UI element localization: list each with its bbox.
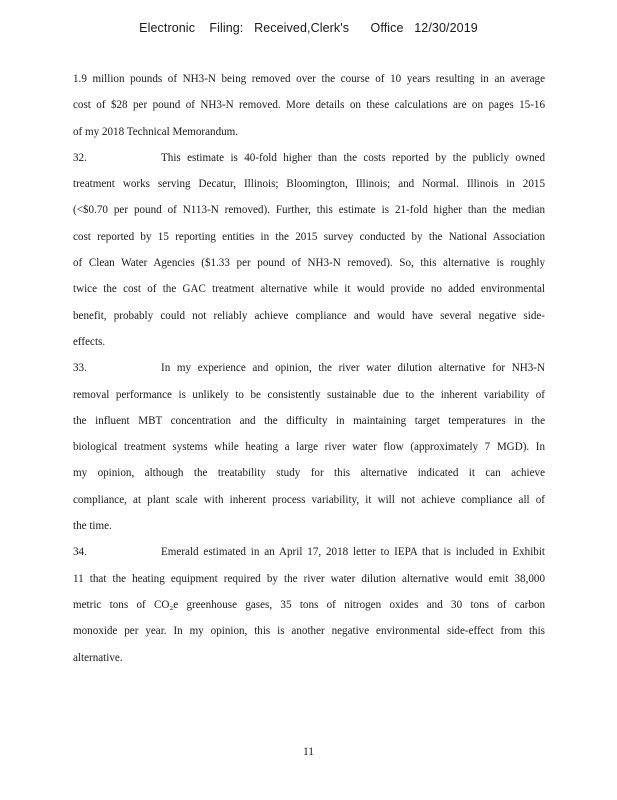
document-body bbox=[73, 66, 545, 671]
text-line: the time. bbox=[73, 520, 112, 533]
continuation-paragraph bbox=[73, 66, 545, 145]
text-line-first bbox=[73, 145, 545, 171]
text-line-first bbox=[73, 539, 545, 565]
text-line: the influent MBT concentration and the difficulty in maintaining target temperatures in the bbox=[73, 414, 545, 427]
text-line: 1.9 million pounds of NH3-N being removed over the course of 10 years resulting in an average bbox=[73, 73, 545, 85]
text-line: In my experience and opinion, the river water dilution alternative for NH3-N bbox=[161, 362, 545, 375]
text-line: compliance, at plant scale with inherent process variability, it will not achieve compliance all of bbox=[73, 493, 545, 506]
text-line: of my 2018 Technical Memorandum. bbox=[73, 125, 239, 138]
text-line: twice the cost of the GAC treatment alternative while it would provide no added environmental bbox=[73, 283, 545, 296]
text-line: (<$0.70 per pound of N113-N removed). Further, this estimate is 21-fold higher than the median bbox=[73, 204, 545, 217]
text-line: 11 that the heating equipment required by the river water dilution alternative would emit 38,000 bbox=[73, 572, 545, 585]
text-line: biological treatment systems while heating a large river water flow (approximately 7 MGD). In bbox=[73, 441, 545, 454]
text-line: This estimate is 40-fold higher than the costs reported by the publicly owned bbox=[161, 151, 545, 164]
text-line: effects. bbox=[73, 335, 106, 348]
text-line: of Clean Water Agencies ($1.33 per pound of NH3-N removed). So, this alternative is roughly bbox=[73, 257, 545, 270]
paragraph-number: 33. bbox=[73, 362, 87, 375]
text-line: cost of $28 per pound of NH3-N removed. More details on these calculations are on pages 15-16 bbox=[73, 99, 545, 112]
text-line: monoxide per year. In my opinion, this is another negative environmental side-effect from this bbox=[73, 625, 545, 638]
text-line: my opinion, although the treatability study for this alternative indicated it can achieve bbox=[73, 467, 545, 480]
paragraph-number: 34. bbox=[73, 546, 87, 559]
paragraph-34 bbox=[73, 539, 545, 670]
filing-header: Electronic Filing: Received,Clerk's Office 12/30/2019 bbox=[139, 21, 478, 35]
page-number: 11 bbox=[302, 746, 315, 758]
text-line: treatment works serving Decatur, Illinois; Bloomington, Illinois; and Normal. Illinois in 2015 bbox=[73, 178, 545, 191]
text-line: benefit, probably could not reliably achieve compliance and would have several negative side- bbox=[73, 309, 545, 322]
paragraph-33 bbox=[73, 355, 545, 539]
text-line: cost reported by 15 reporting entities in the 2015 survey conducted by the National Association bbox=[73, 230, 545, 243]
text-line: removal performance is unlikely to be consistently sustainable due to the inherent variability of bbox=[73, 388, 545, 401]
paragraph-32 bbox=[73, 145, 545, 355]
paragraph-number: 32. bbox=[73, 151, 87, 164]
text-line-first bbox=[73, 355, 545, 381]
text-line: metric tons of CO₂e greenhouse gases, 35 tons of nitrogen oxides and 30 tons of carbon bbox=[73, 598, 545, 611]
text-line: Emerald estimated in an April 17, 2018 letter to IEPA that is included in Exhibit bbox=[161, 546, 545, 559]
text-line: alternative. bbox=[73, 651, 123, 664]
